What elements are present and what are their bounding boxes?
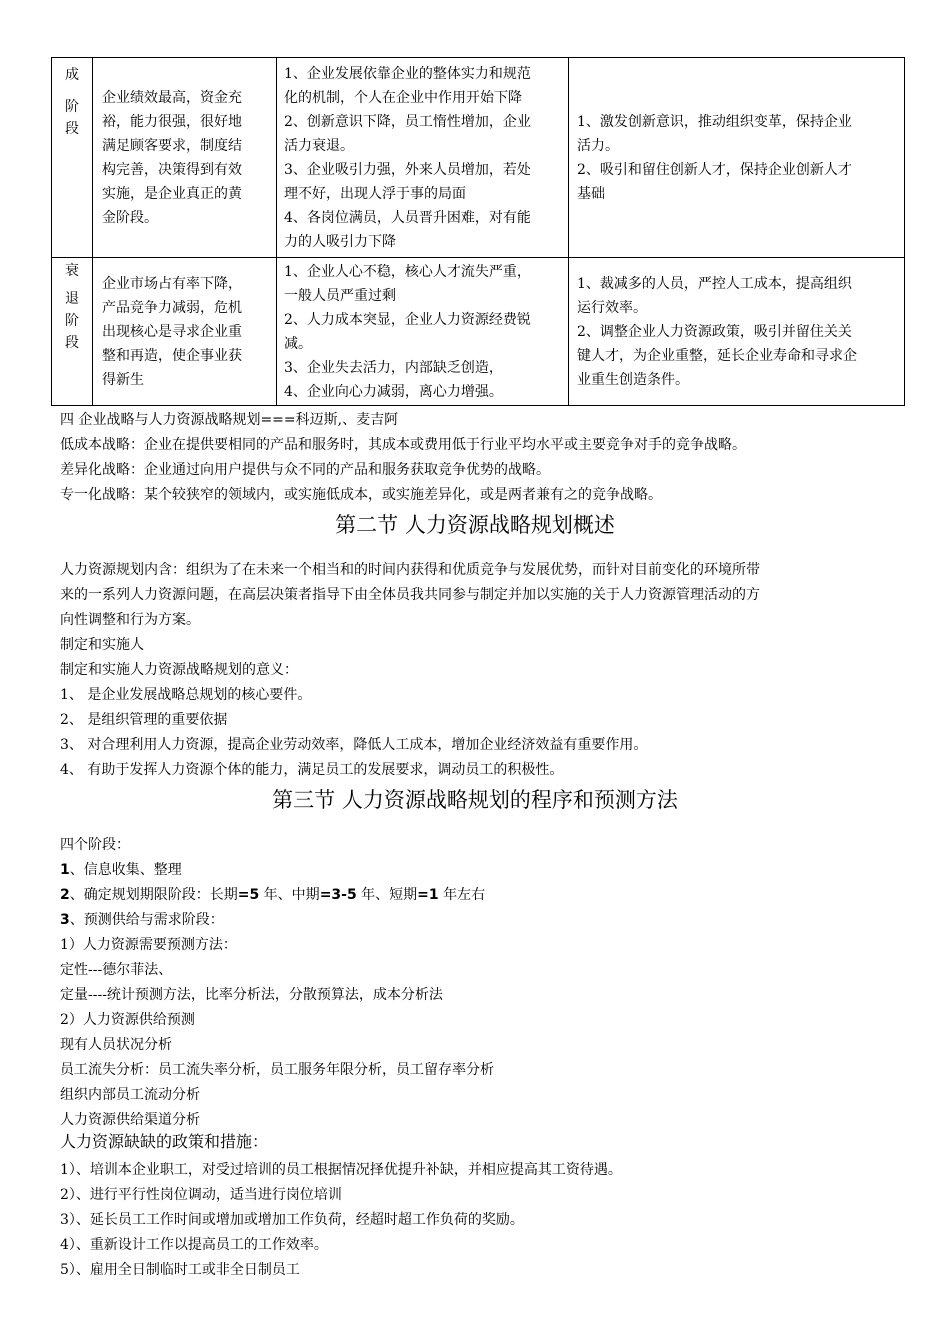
cell-text-line: 4、各岗位满员，人员晋升困难，对有能 xyxy=(284,209,531,226)
shortage-item-4: 4）、重新设计工作以提高员工的工作效率。 xyxy=(60,1237,328,1253)
shortage-item-2: 2）、进行平行性岗位调动，适当进行岗位培训 xyxy=(60,1187,342,1203)
cell-text-line: 运行效率。 xyxy=(577,299,647,316)
stage-name-char: 段 xyxy=(65,121,79,137)
definition-line-1: 人力资源规划内含：组织为了在未来一个相当和的时间内获得和优质竞争与发展优势，而针对目前变化的环境所带 xyxy=(60,562,760,578)
internal-flow-analysis: 组织内部员工流动分析 xyxy=(60,1087,200,1103)
four-stages-label: 四个阶段： xyxy=(60,837,130,853)
cell-text-line: 理不好，出现人浮于事的局面 xyxy=(284,185,466,202)
shortage-policy-title: 人力资源缺缺的政策和措施： xyxy=(60,1132,269,1151)
stage-2-text-c: 年、短期 xyxy=(356,887,418,903)
cell-text-line: 产品竞争力减弱，危机 xyxy=(102,299,242,316)
cell-text-line: 活力。 xyxy=(577,137,619,154)
cell-text-line: 金阶段。 xyxy=(102,209,158,226)
differentiation-strategy: 差异化战略：企业通过向用户提供与众不同的产品和服务获取竞争优势的战略。 xyxy=(60,462,550,478)
stage-1-text: 、信息收集、整理 xyxy=(69,862,182,878)
stage-3-number: 3 xyxy=(60,912,70,928)
significance-item-4: 4、 有助于发挥人力资源个体的能力，满足员工的发展要求，调动员工的积极性。 xyxy=(60,762,564,778)
section4-title: 四 企业战略与人力资源战略规划===科迈斯,、麦吉阿 xyxy=(60,412,399,428)
cell-text-line: 4、企业向心力减弱，离心力增强。 xyxy=(284,383,503,400)
stage-row xyxy=(52,58,905,258)
cell-text-line: 整和再造，使企事业获 xyxy=(102,347,242,364)
stage-2-number: 2 xyxy=(60,887,70,903)
subheading-formulate: 制定和实施人 xyxy=(60,637,144,653)
cell-text-line: 满足顾客要求，制度结 xyxy=(102,137,242,154)
stage-3-text: 、预测供给与需求阶段： xyxy=(69,912,224,928)
stage-problems-cell xyxy=(277,258,569,406)
significance-item-3: 3、 对合理利用人力资源，提高企业劳动效率，降低人工成本，增加企业经济效益有重要作用。 xyxy=(60,737,648,753)
stage-measures-cell xyxy=(569,58,905,258)
stage-2-text-b: 年、中期 xyxy=(259,887,320,903)
cell-text-line: 企业绩效最高，资金充 xyxy=(102,89,242,106)
cell-text-line: 得新生 xyxy=(102,371,144,388)
cell-text-line: 键人才，为企业重整，延长企业寿命和寻求企 xyxy=(577,347,857,364)
cell-text-line: 企业市场占有率下降， xyxy=(102,275,242,292)
low-cost-strategy: 低成本战略：企业在提供要相同的产品和服务时，其成本或费用低于行业平均水平或主要竞争对手的竞争战略。 xyxy=(60,437,746,453)
definition-line-3: 向性调整和行为方案。 xyxy=(60,612,200,628)
cell-text-line: 基础 xyxy=(577,185,605,202)
shortage-item-3: 3）、延长员工工作时间或增加或增加工作负荷，经超时超工作负荷的奖励。 xyxy=(60,1212,524,1228)
cell-text-line: 3、企业吸引力强，外来人员增加，若处 xyxy=(284,161,531,178)
stage-measures-cell xyxy=(569,258,905,406)
stage-name-char: 退 xyxy=(65,291,79,307)
stage-name-char: 阶 xyxy=(65,99,79,115)
supply-forecast-title: 2）人力资源供给预测 xyxy=(60,1012,195,1028)
cell-text-line: 1、激发创新意识，推动组织变革，保持企业 xyxy=(577,113,852,130)
stage-1 xyxy=(60,860,182,880)
stage-2 xyxy=(60,885,485,905)
cell-text-line: 2、人力成本突显，企业人力资源经费锐 xyxy=(284,311,531,328)
stage-name-char: 衰 xyxy=(65,263,79,279)
stage-features-cell xyxy=(93,58,277,258)
cell-text-line: 构完善，决策得到有效 xyxy=(102,161,242,178)
cell-text-line: 2、创新意识下降，员工惰性增加，企业 xyxy=(284,113,531,130)
significance-item-1: 1、 是企业发展战略总规划的核心要件。 xyxy=(60,687,312,703)
cell-text-line: 1、裁减多的人员，严控人工成本，提高组织 xyxy=(577,275,852,292)
stage-table-body xyxy=(52,58,905,406)
cell-text-line: 减。 xyxy=(284,335,312,352)
stage-1-number: 1 xyxy=(60,862,70,878)
stage-name-char: 成 xyxy=(65,67,79,83)
demand-forecast-title: 1）人力资源需要预测方法： xyxy=(60,937,237,953)
stage-2-mid-value: =3-5 xyxy=(319,887,357,903)
focus-strategy: 专一化战略：某个较狭窄的领域内，或实施低成本，或实施差异化，或是两者兼有之的竞争战略。 xyxy=(60,487,662,503)
cell-text-line: 活力衰退。 xyxy=(284,137,354,154)
qualitative-method: 定性---德尔菲法、 xyxy=(60,962,173,978)
stage-2-short-value: =1 xyxy=(417,887,439,903)
cell-text-line: 实施，是企业真正的黄 xyxy=(102,185,242,202)
cell-text-line: 裕，能力很强，很好地 xyxy=(102,113,242,130)
supply-channel-analysis: 人力资源供给渠道分析 xyxy=(60,1112,200,1128)
shortage-item-1: 1）、培训本企业职工，对受过培训的员工根据情况择优提升补缺，并相应提高其工资待遇。 xyxy=(60,1162,622,1178)
significance-item-2: 2、 是组织管理的重要依据 xyxy=(60,712,228,728)
cell-text-line: 一般人员严重过剩 xyxy=(284,287,396,304)
turnover-analysis: 员工流失分析：员工流失率分析，员工服务年限分析，员工留存率分析 xyxy=(60,1062,494,1078)
stage-3 xyxy=(60,910,224,930)
section2-heading: 第二节 人力资源战略规划概述 xyxy=(335,513,615,537)
stage-2-text-d: 年左右 xyxy=(438,887,486,903)
lifecycle-stage-table xyxy=(51,57,905,406)
cell-text-line: 1、企业发展依靠企业的整体实力和规范 xyxy=(284,65,531,82)
cell-text-line: 3、企业失去活力，内部缺乏创造， xyxy=(284,359,503,376)
stage-2-long-value: =5 xyxy=(237,887,260,903)
cell-text-line: 2、吸引和留住创新人才，保持企业创新人才 xyxy=(577,161,852,178)
stage-2-text-a: 、确定规划期限阶段：长期 xyxy=(69,887,238,903)
stage-name-cell xyxy=(52,58,93,258)
stage-features-cell xyxy=(93,258,277,406)
cell-text-line: 业重生创造条件。 xyxy=(577,371,689,388)
stage-name-cell xyxy=(52,258,93,406)
cell-text-line: 1、企业人心不稳，核心人才流失严重， xyxy=(284,263,531,280)
cell-text-line: 出现核心是寻求企业重 xyxy=(102,323,242,340)
cell-text-line: 化的机制，个人在企业中作用开始下降 xyxy=(284,89,522,106)
cell-text-line: 2、调整企业人力资源政策，吸引并留住关关 xyxy=(577,323,852,340)
stage-row xyxy=(52,258,905,406)
current-staff-analysis: 现有人员状况分析 xyxy=(60,1037,172,1053)
cell-text-line: 力的人吸引力下降 xyxy=(284,233,396,250)
stage-problems-cell xyxy=(277,58,569,258)
stage-name-gap xyxy=(52,86,92,96)
stage-name-char: 阶 xyxy=(65,313,79,329)
definition-line-2: 来的一系列人力资源问题，在高层决策者指导下由全体员我共同参与制定并加以实施的关于人力资源管理活动的方 xyxy=(60,587,760,603)
stage-name-char: 段 xyxy=(65,335,79,351)
shortage-item-5: 5）、雇用全日制临时工或非全日制员工 xyxy=(60,1262,300,1278)
section3-heading: 第三节 人力资源战略规划的程序和预测方法 xyxy=(272,788,678,812)
subheading-significance: 制定和实施人力资源战略规划的意义： xyxy=(60,662,298,678)
quantitative-method: 定量----统计预测方法，比率分析法，分散预算法，成本分析法 xyxy=(60,987,443,1003)
